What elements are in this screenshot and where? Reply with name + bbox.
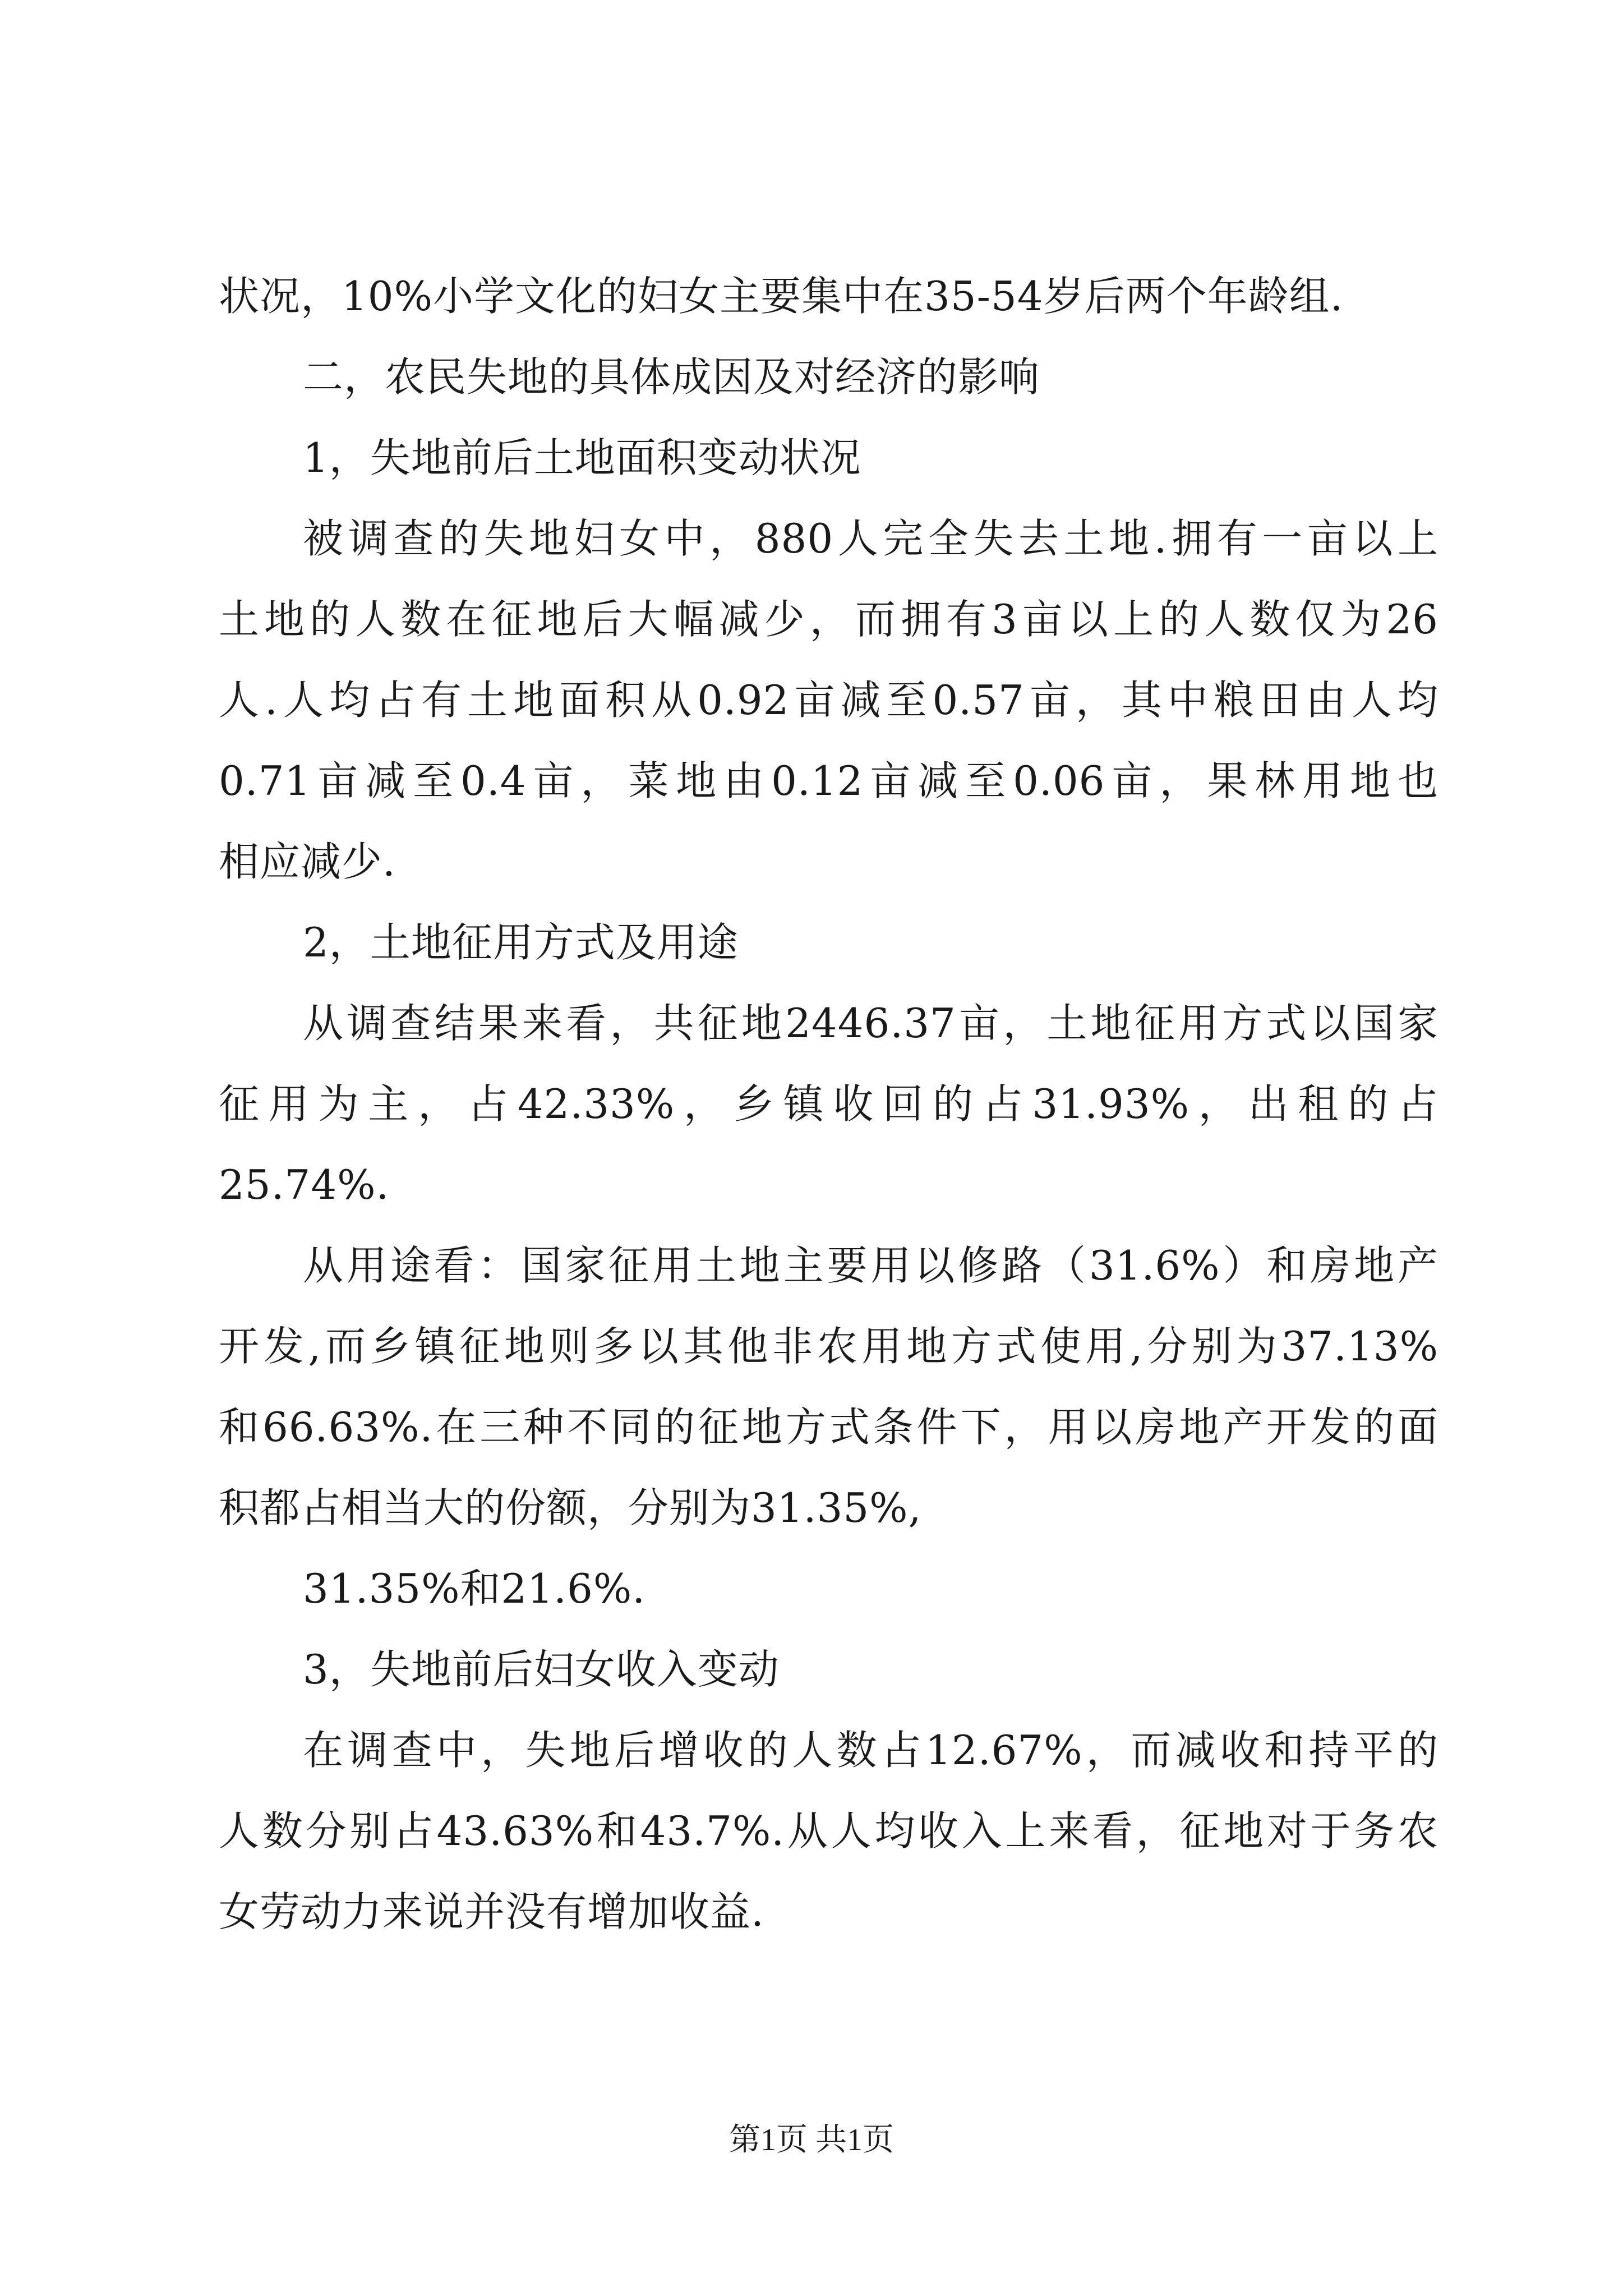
text-line: 人数分别占43.63%和43.7%.从人均收入上来看，征地对于务农	[219, 1807, 1438, 1855]
body-text	[219, 256, 1438, 1952]
text-line: 女劳动力来说并没有增加收益.	[219, 1888, 764, 1935]
text-line: 25.74%.	[219, 1161, 390, 1208]
text-line: 31.35%和21.6%.	[303, 1565, 646, 1612]
page-footer: 第1页 共1页	[729, 2123, 894, 2157]
text-line: 开发,而乡镇征地则多以其他非农用地方式使用,分别为37.13%	[219, 1323, 1438, 1370]
subsection-heading: 3，失地前后妇女收入变动	[303, 1646, 780, 1693]
text-line: 从用途看：国家征用土地主要用以修路（31.6%）和房地产	[303, 1242, 1438, 1289]
subsection-heading: 2，土地征用方式及用途	[303, 919, 739, 966]
text-line: 土地的人数在征地后大幅减少，而拥有3亩以上的人数仅为26	[219, 596, 1438, 643]
section-heading: 二，农民失地的具体成因及对经济的影响	[303, 353, 1040, 401]
text-line: 0.71亩减至0.4亩，菜地由0.12亩减至0.06亩，果林用地也	[219, 757, 1438, 804]
text-line: 状况，10%小学文化的妇女主要集中在35-54岁后两个年龄组.	[219, 273, 1344, 320]
text-line: 相应减少.	[219, 838, 396, 885]
text-line: 被调查的失地妇女中，880人完全失去土地.拥有一亩以上	[303, 515, 1438, 562]
subsection-heading: 1，失地前后土地面积变动状况	[303, 434, 861, 481]
text-line: 和66.63%.在三种不同的征地方式条件下，用以房地产开发的面	[219, 1404, 1438, 1451]
text-line: 从调查结果来看，共征地2446.37亩，土地征用方式以国家	[303, 1000, 1438, 1047]
text-line: 人.人均占有土地面积从0.92亩减至0.57亩，其中粮田由人均	[219, 677, 1438, 724]
text-line: 积都占相当大的份额，分别为31.35%,	[219, 1484, 922, 1531]
text-line: 征用为主，占42.33%，乡镇收回的占31.93%，出租的占	[219, 1080, 1438, 1128]
text-line: 在调查中，失地后增收的人数占12.67%，而减收和持平的	[303, 1727, 1438, 1774]
